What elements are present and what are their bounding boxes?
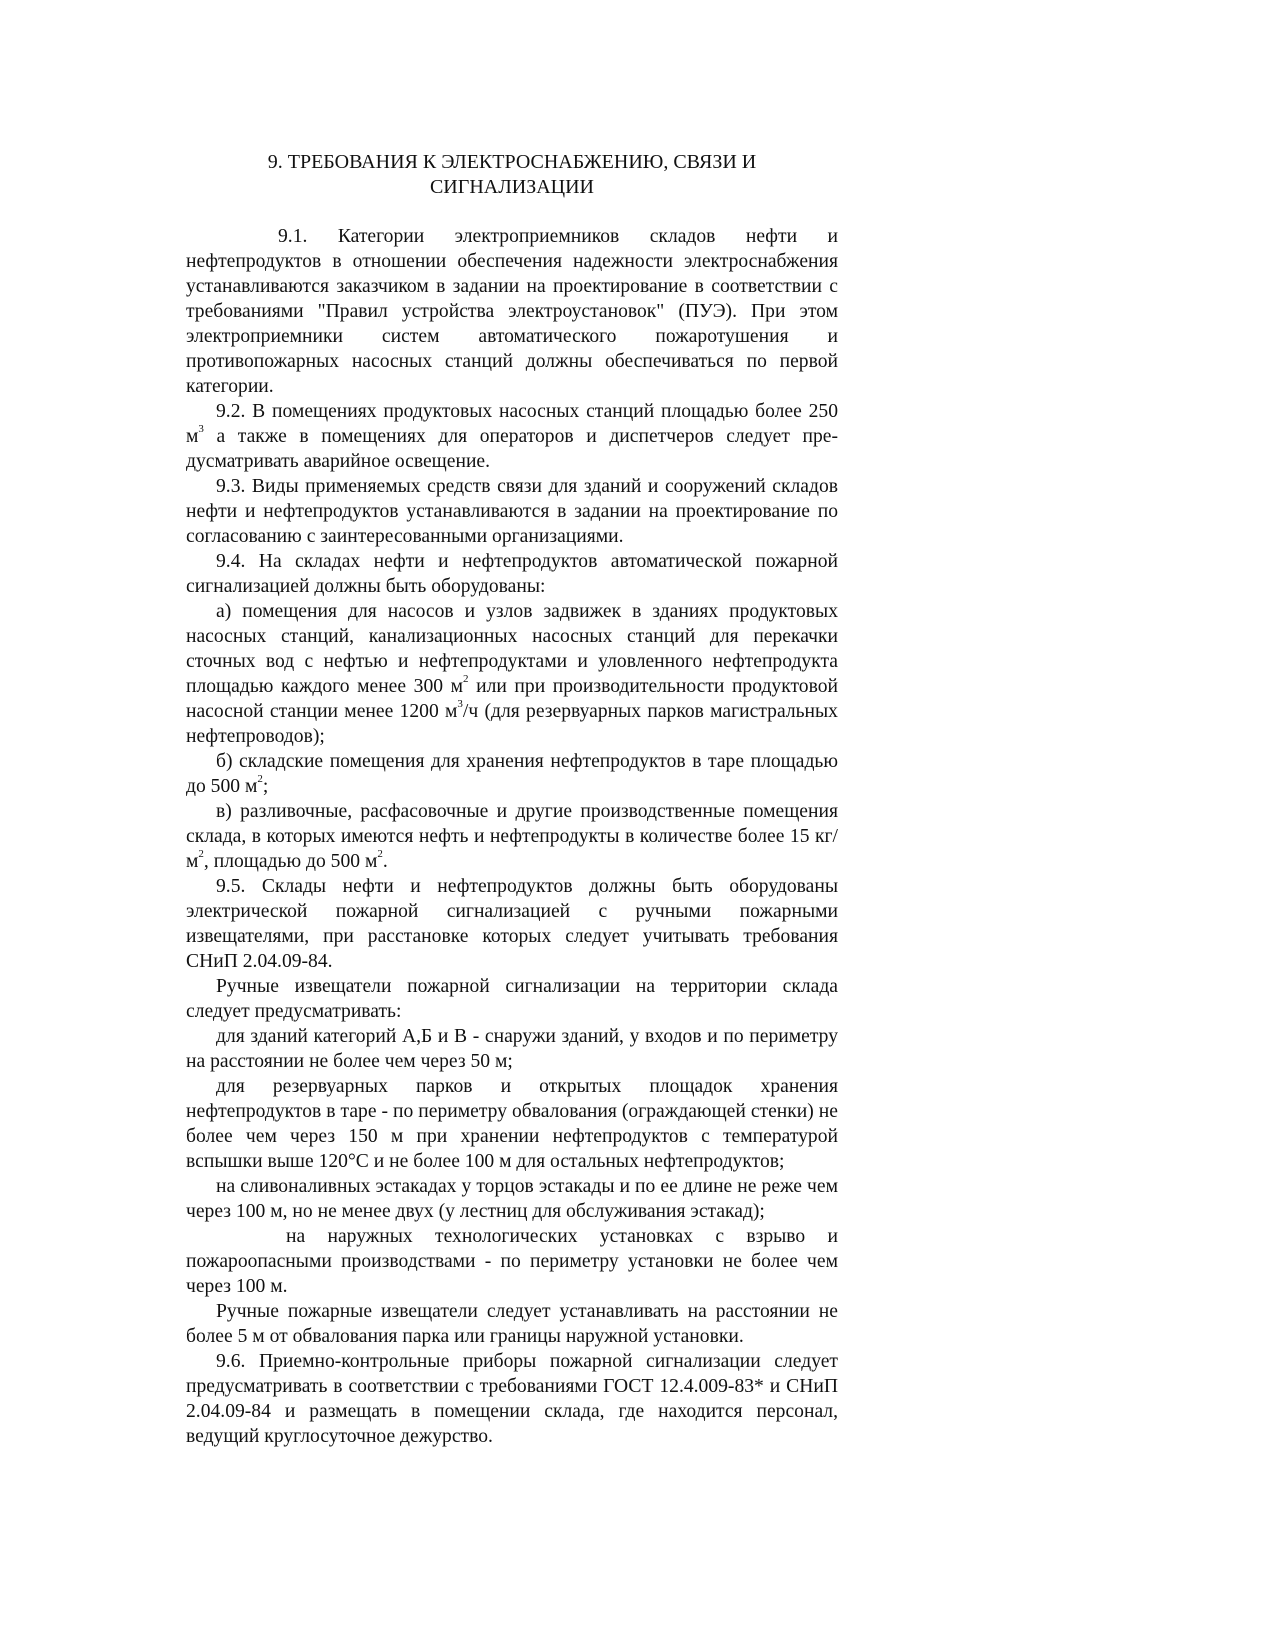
paragraph-9-1: 9.1. Категории электроприемников складов нефти и нефтепродуктов в отношении обеспечения надежности электроснабжения устанавливаются заказчиком в задании на проектирование в соответствии с требованиями "Правил устройства электроустановок" (ПУЭ). При этом электроприемники систем автоматического пожаротушения и противопожарных насосных станций должны обеспечиваться по первой категории. (186, 226, 838, 397)
list-item-b (186, 749, 838, 799)
document-body (186, 224, 838, 1449)
paragraph-manual-detectors: Ручные извещатели пожарной сигнализации на территории склада следует предусматривать: (186, 976, 838, 1022)
superscript-2: 2 (463, 673, 469, 686)
section-title (186, 150, 838, 200)
superscript-2: 2 (198, 848, 204, 861)
list-item-a-text-1: а) помещения для насосов и узлов задвижек в зданиях продуктовых насосных станций, канализационных насосных станций для перекачки сточных вод с нефтью и нефтепродуктами и уловленного нефтепродукта площадью каждого менее 300 м (186, 601, 838, 697)
paragraph-buildings: для зданий категорий А,Б и В - снаружи зданий, у входов и по периметру на расстоянии не более чем через 50 м; (186, 1026, 838, 1072)
paragraph-outdoor-units: на наружных технологических установках с взрыво и пожароопасными производствами - по периметру установки не более чем через 100 м. (186, 1226, 838, 1297)
superscript-3: 3 (457, 698, 463, 711)
superscript-2: 2 (377, 848, 383, 861)
list-item-v-text-2: , площадью до 500 м (203, 851, 378, 872)
superscript-3: 3 (198, 423, 204, 436)
list-item-v-text-1: в) разливочные, расфасовочные и другие производственные помещения склада, в которых имеются нефть и нефтепродукты в количестве более 15 кг/м (186, 801, 838, 872)
paragraph-9-2-text-b: а также в помещениях для операторов и диспетчеров следует предусматривать аварийное освещение. (186, 426, 838, 472)
superscript-2: 2 (257, 773, 263, 786)
paragraph-9-2 (186, 399, 838, 474)
paragraph-9-5: 9.5. Склады нефти и нефтепродуктов должны быть оборудованы электрической пожарной сигнализацией с ручными пожарными извещателями, при расстановке которых следует учитывать требования СНиП 2.04.09-84. (186, 876, 838, 972)
list-item-v-text-3: . (382, 851, 388, 872)
list-item-a-text-2: или при производительности продуктовой насосной станции менее 1200 м (186, 676, 838, 722)
paragraph-9-3: 9.3. Виды применяемых средств связи для зданий и сооружений складов нефти и нефтепродуктов устанавливаются в задании на проектирование по согласованию с заинтересованными организациями. (186, 476, 838, 547)
paragraph-9-6: 9.6. Приемно-контрольные приборы пожарной сигнализации следует предусматривать в соответствии с требованиями ГОСТ 12.4.009-83* и СНиП 2.04.09-84 и размещать в помещении склада, где находится персонал, ведущий круглосуточное дежурство. (186, 1351, 838, 1447)
section-title-line-1: 9. ТРЕБОВАНИЯ К ЭЛЕКТРОСНАБЖЕНИЮ, СВЯЗИ И (267, 151, 757, 173)
section-title-line-2: СИГНАЛИЗАЦИИ (429, 176, 595, 198)
list-item-a (186, 599, 838, 749)
list-item-b-text-1: б) складские помещения для хранения нефтепродуктов в таре площадью до 500 м (186, 751, 838, 797)
paragraph-9-2-text-a: 9.2. В помещениях продуктовых насосных станций площадью более 250 м (186, 401, 838, 447)
paragraph-tank-parks: для резервуарных парков и открытых площадок хранения нефтепродуктов в таре - по периметру обвалования (ограждающей стенки) не более чем через 150 м при хранении нефтепродуктов с температурой вспышки выше 120°С и не более 100 м для остальных нефтепродуктов; (186, 1076, 838, 1172)
paragraph-detector-distance: Ручные пожарные извещатели следует устанавливать на расстоянии не более 5 м от обвалования парка или границы наружной установки. (186, 1301, 838, 1347)
paragraph-9-4: 9.4. На складах нефти и нефтепродуктов автоматической пожарной сигнализацией должны быть оборудованы: (186, 551, 838, 597)
list-item-v (186, 799, 838, 874)
list-item-a-text-3: /ч (для резервуарных парков магистральных нефтепроводов); (186, 701, 838, 747)
paragraph-loading-racks: на сливоналивных эстакадах у торцов эстакады и по ее длине не реже чем через 100 м, но не менее двух (у лестниц для обслуживания эстакад); (186, 1176, 838, 1222)
list-item-b-text-2: ; (262, 776, 269, 797)
